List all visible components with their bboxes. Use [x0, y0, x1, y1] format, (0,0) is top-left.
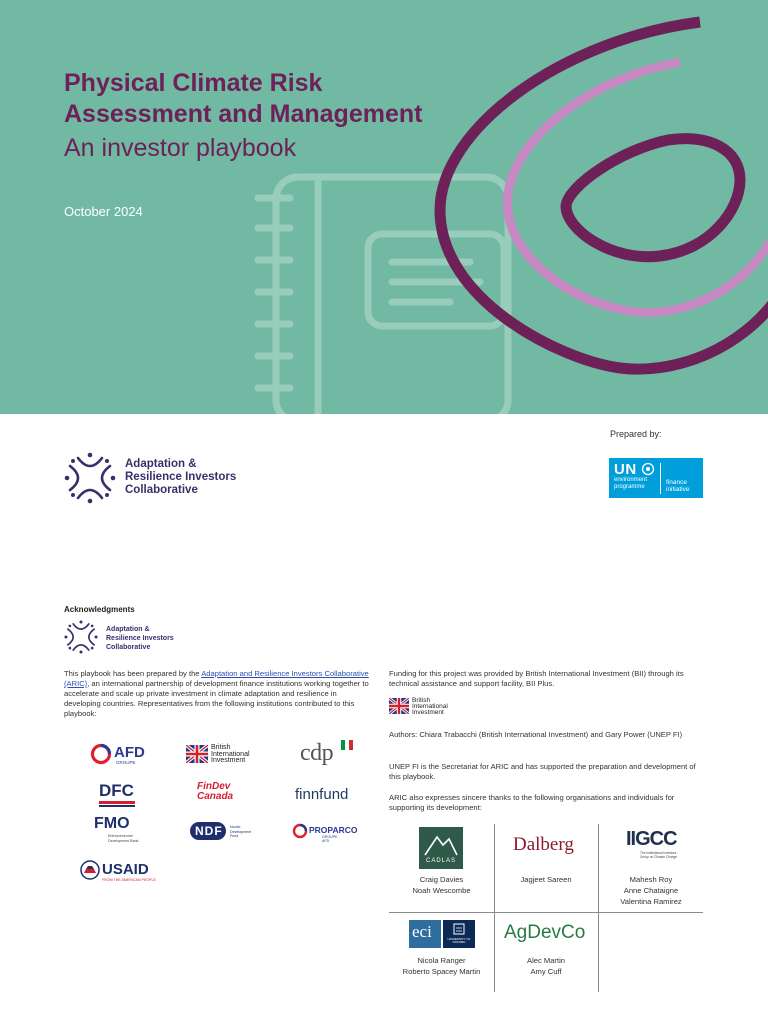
- bii-line-1: British: [211, 744, 231, 751]
- aric-name: [125, 458, 236, 497]
- dfc-text: DFC: [99, 781, 134, 800]
- proparco-sub: GROUPE AFD: [322, 835, 338, 843]
- supporter-people-eci: [389, 955, 494, 977]
- afd-ring-icon: [90, 743, 112, 765]
- title-line-2: Assessment and Management: [64, 100, 423, 128]
- dfc-stripe-blue: [99, 805, 135, 807]
- un-emblem-icon: [641, 462, 655, 476]
- fmo-text: FMO: [94, 815, 130, 832]
- oxford-crest-icon: [453, 923, 465, 935]
- bii-line-3: Investment: [211, 757, 246, 764]
- union-flag-icon: [186, 745, 208, 763]
- publication-date: October 2024: [64, 204, 143, 219]
- person-name: Jagjeet Sareen: [520, 875, 572, 884]
- unep-env-text: [614, 477, 647, 491]
- aric-emblem-small-icon: [64, 620, 98, 654]
- secretariat-paragraph: UNEP FI is the Secretariat for ARIC and has supported the preparation and development of this playbook.: [389, 762, 696, 781]
- aric-line-2: Resilience Investors: [125, 471, 237, 483]
- cadlas-logo: [419, 827, 463, 869]
- person-name: Noah Wescombe: [412, 886, 471, 895]
- acknowledgments-heading: Acknowledgments: [64, 605, 135, 614]
- person-name: Mahesh Roy: [629, 875, 673, 884]
- funding-paragraph: Funding for this project was provided by British International Investment (BII) through its technical assistance and support facility, BII Plus.: [389, 669, 684, 688]
- bii-small-line-2: International: [412, 703, 448, 710]
- cadlas-mountain-icon: [419, 829, 463, 859]
- bii-text: [211, 745, 250, 765]
- ndf-sub: Nordic Development Fund: [230, 825, 252, 838]
- usaid-sub: FROM THE AMERICAN PEOPLE: [102, 878, 156, 882]
- aric-emblem-icon: [64, 452, 116, 504]
- un-logo-text: UN: [614, 461, 637, 478]
- bii-small-text: [412, 698, 448, 716]
- iigcc-sub: The Institutional Investors Group on Climate Change: [640, 851, 678, 859]
- italy-flag-icon: [341, 740, 353, 750]
- bii-line-2: International: [211, 750, 250, 758]
- cdp-text: cdp: [300, 740, 334, 766]
- supporter-people-agdevco: [494, 955, 598, 977]
- person-name: Alec Martin: [527, 956, 565, 965]
- grid-hline: [389, 912, 703, 913]
- fin-line-2: initiative: [666, 486, 690, 493]
- intro-pre: This playbook has been prepared by the: [64, 669, 202, 678]
- env-line-2: programme: [614, 484, 645, 490]
- dalberg-text: Dalberg: [513, 834, 574, 855]
- supporter-people-dalberg: [494, 874, 598, 885]
- afd-sub: GROUPE: [116, 760, 136, 765]
- findev-text: FinDev Canada: [197, 781, 234, 802]
- aric-line-3: Collaborative: [125, 484, 198, 496]
- aric-link[interactable]: Adaptation and Resilience Investors Collaborative (ARIC): [64, 669, 369, 688]
- usaid-text: USAID: [102, 861, 149, 878]
- finnfund-text: finnfund: [295, 786, 349, 803]
- aric-line-1: Adaptation &: [125, 458, 197, 470]
- afd-text: AFD: [114, 744, 145, 761]
- intro-post: , an international partnership of development finance institutions working together to accelerate and scale up private investment in climate adaptation and resilience in developing countries. Representatives from the following institutions contributed to this playbook:: [64, 679, 369, 718]
- title-line-1: Physical Climate Risk: [64, 69, 323, 97]
- prepared-by-label: Prepared by:: [610, 429, 662, 439]
- agdevco-logo: [504, 922, 585, 944]
- subtitle: An investor playbook: [64, 134, 297, 162]
- logo-divider: [660, 463, 661, 494]
- grid-vline-2: [598, 824, 599, 992]
- ndf-text: NDF: [195, 824, 223, 838]
- union-flag-small-icon: [389, 698, 409, 714]
- finnfund-logo: [295, 786, 348, 804]
- aric-small-line-1: Adaptation &: [106, 626, 150, 633]
- proparco-ring-icon: [292, 823, 308, 839]
- proparco-text: PROPARCO: [309, 825, 358, 835]
- oxford-sub: UNIVERSITY OF OXFORD: [447, 937, 471, 945]
- env-line-1: environment: [614, 477, 648, 483]
- thanks-paragraph: ARIC also expresses sincere thanks to the following organisations and individuals for supporting its development:: [389, 793, 675, 812]
- supporter-people-cadlas: [389, 874, 494, 896]
- person-name: Craig Davies: [419, 875, 464, 884]
- unep-fin-text: [666, 479, 689, 493]
- intro-paragraph: [64, 669, 371, 719]
- eci-text: eci: [412, 922, 432, 941]
- person-name: Anne Chataigne: [623, 886, 679, 895]
- agdevco-text: AgDevCo: [504, 922, 586, 943]
- usaid-seal-icon: [80, 860, 100, 880]
- authors-paragraph: Authors: Chiara Trabacchi (British International Investment) and Gary Power (UNEP FI): [389, 730, 683, 739]
- aric-small-line-3: Collaborative: [106, 644, 151, 651]
- dfc-stripe-red: [99, 801, 135, 804]
- cadlas-text: CADLAS: [425, 858, 456, 864]
- person-name: Amy Cuff: [530, 967, 562, 976]
- supporter-people-iigcc: [599, 874, 703, 907]
- dalberg-logo: [513, 834, 574, 856]
- iigcc-text: IIGCC: [626, 828, 677, 850]
- bii-small-line-1: British: [412, 697, 431, 704]
- cover-hero: [0, 0, 768, 414]
- person-name: Nicola Ranger: [417, 956, 466, 965]
- aric-small-line-2: Resilience Investors: [106, 635, 174, 642]
- person-name: Valentina Ramirez: [620, 897, 682, 906]
- aric-name-small: [106, 625, 174, 652]
- fmo-sub: Entrepreneurial Development Bank: [108, 834, 139, 843]
- unep-fi-logo: [609, 458, 703, 498]
- person-name: Roberto Spacey Martin: [402, 967, 481, 976]
- fin-line-1: finance: [666, 479, 687, 486]
- bii-small-line-3: Investment: [412, 709, 444, 716]
